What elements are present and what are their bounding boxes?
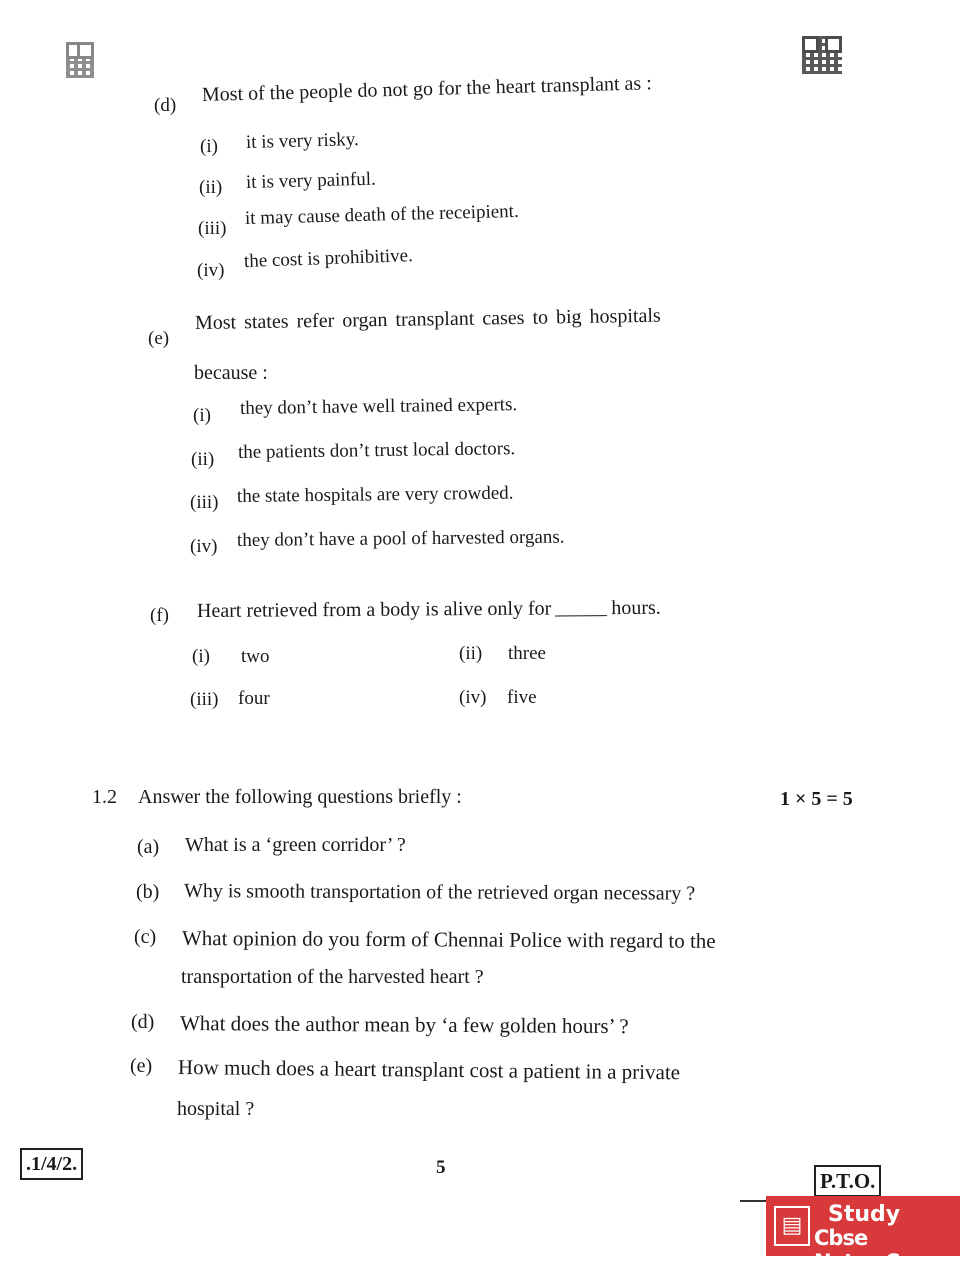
option-text: they don’t have a pool of harvested organs. (236, 526, 565, 551)
question-label: (e) (148, 328, 170, 349)
divider (740, 1200, 768, 1202)
question-label: (a) (137, 836, 160, 858)
option-number: (ii) (191, 449, 215, 470)
option-text: three (508, 643, 546, 664)
question-text-line2: hospital ? (177, 1098, 255, 1120)
question-text-line1: Most states refer organ transplant cases to big hospitals (194, 304, 661, 334)
watermark-line2: Cbse Notes.Com (814, 1226, 934, 1274)
question-label: (f) (150, 605, 169, 626)
option-number: (iv) (197, 260, 225, 281)
pto-label: P.T.O. (814, 1165, 881, 1197)
option-number: (iii) (198, 218, 227, 239)
watermark-line1: Study (828, 1202, 901, 1227)
option-text: five (507, 687, 537, 708)
question-text: What is a ‘green corridor’ ? (185, 834, 406, 856)
question-text-line1: What opinion do you form of Chennai Police with regard to the (181, 926, 716, 953)
option-text: it is very risky. (245, 129, 359, 153)
option-number: (i) (192, 646, 210, 667)
section-title: Answer the following questions briefly : (138, 786, 462, 808)
option-text: two (241, 646, 270, 667)
qr-code-right (802, 36, 842, 74)
option-text: four (238, 688, 270, 709)
question-label: (e) (130, 1055, 153, 1077)
question-text-line2: transportation of the harvested heart ? (181, 966, 484, 988)
option-text: they don’t have well trained experts. (239, 394, 518, 419)
option-number: (iii) (190, 689, 219, 710)
option-text: it is very painful. (245, 168, 377, 193)
question-text-line2: because : (194, 362, 268, 384)
answer-blank (555, 615, 607, 616)
book-icon: ▤ (774, 1206, 810, 1246)
option-number: (ii) (459, 643, 483, 664)
option-number: (iii) (190, 492, 219, 513)
section-number: 1.2 (92, 786, 117, 808)
section-marks: 1 × 5 = 5 (780, 788, 853, 810)
question-label: (d) (131, 1011, 155, 1033)
option-text: the patients don’t trust local doctors. (237, 438, 516, 463)
question-label: (c) (134, 926, 157, 948)
option-text: it may cause death of the receipient. (244, 200, 519, 229)
question-text-end: hours. (611, 596, 661, 620)
option-number: (i) (193, 405, 211, 426)
question-text-start: Heart retrieved from a body is alive only for (196, 597, 552, 622)
question-text: Why is smooth transportation of the retrieved organ necessary ? (183, 880, 696, 905)
watermark-logo (766, 1196, 960, 1274)
qr-code-left (66, 42, 94, 78)
option-text: the state hospitals are very crowded. (236, 482, 514, 507)
question-text (197, 597, 661, 623)
option-number: (i) (200, 136, 218, 157)
question-label: (d) (154, 95, 177, 116)
option-text: the cost is prohibitive. (243, 245, 414, 272)
question-label: (b) (136, 881, 160, 903)
option-number: (iv) (459, 687, 487, 708)
paper-code: .1/4/2. (20, 1148, 83, 1180)
option-number: (ii) (199, 177, 223, 198)
question-text: What does the author mean by ‘a few golden hours’ ? (179, 1011, 629, 1039)
question-text-line1: How much does a heart transplant cost a patient in a private (177, 1055, 681, 1085)
question-text: Most of the people do not go for the heart transplant as : (201, 72, 653, 106)
option-number: (iv) (190, 536, 218, 557)
page-number: 5 (436, 1157, 446, 1178)
